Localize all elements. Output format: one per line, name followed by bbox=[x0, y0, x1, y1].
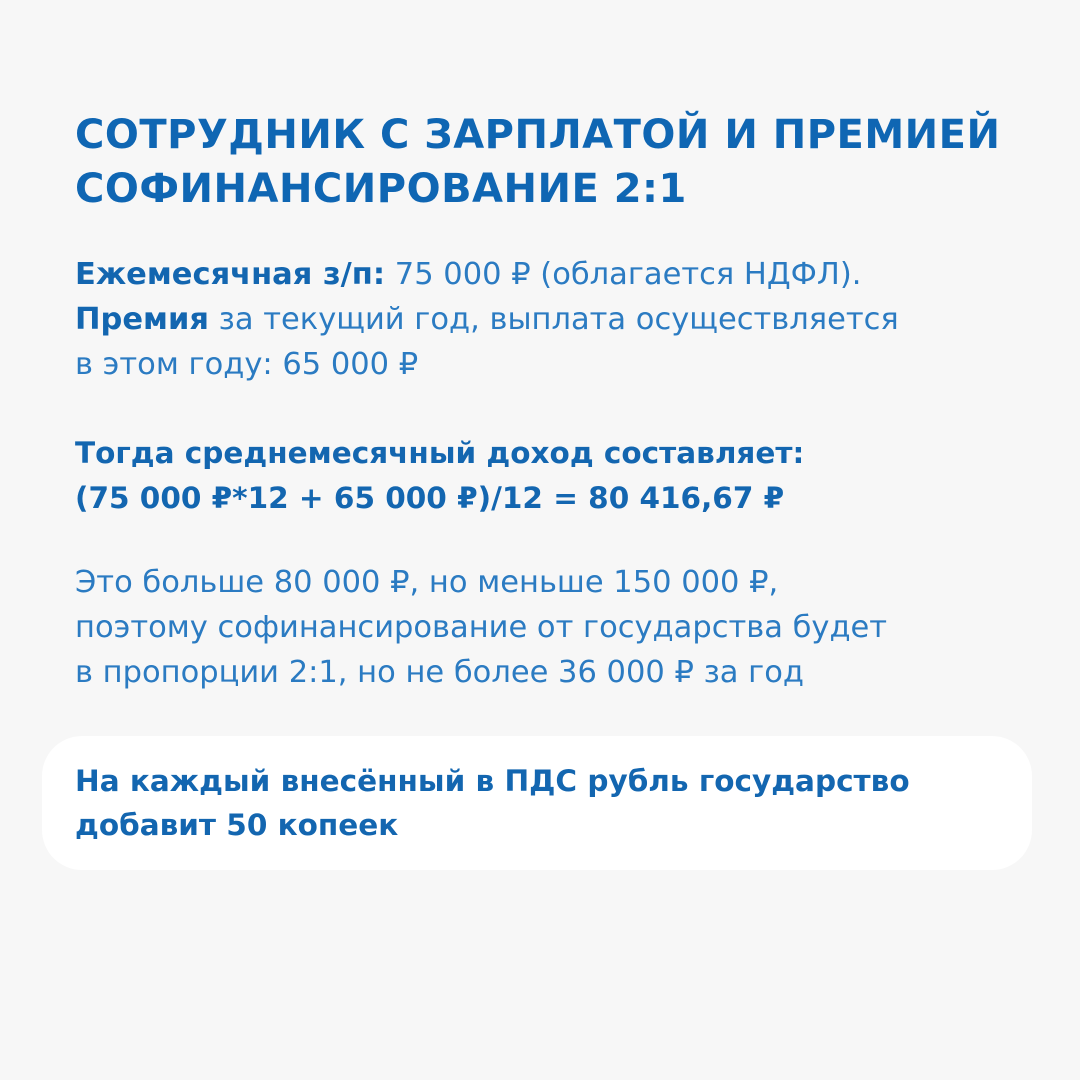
callout-line-2: добавит 50 копеек bbox=[75, 808, 399, 842]
slide-title bbox=[75, 108, 1015, 216]
salary-label: Ежемесячная з/п: bbox=[75, 257, 386, 292]
salary-value: 75 000 ₽ (облагается НДФЛ). bbox=[385, 257, 862, 292]
callout-line-1: На каждый внесённый в ПДС рубль государство bbox=[75, 764, 910, 798]
callout-text bbox=[75, 759, 995, 847]
bonus-text-2: в этом году: 65 000 ₽ bbox=[75, 347, 419, 382]
salary-line bbox=[75, 252, 1015, 297]
income-heading: Тогда среднемесячный доход составляет: bbox=[75, 436, 805, 470]
bonus-label: Премия bbox=[75, 302, 209, 337]
highlight-callout bbox=[42, 736, 1032, 870]
title-line-1: СОТРУДНИК С ЗАРПЛАТОЙ И ПРЕМИЕЙ bbox=[75, 112, 1001, 158]
title-line-2: СОФИНАНСИРОВАНИЕ 2:1 bbox=[75, 166, 687, 212]
bonus-line bbox=[75, 297, 1015, 342]
bonus-text-1: за текущий год, выплата осуществляется bbox=[208, 302, 899, 337]
conclusion-block bbox=[75, 560, 1015, 695]
salary-block bbox=[75, 252, 1015, 387]
income-block bbox=[75, 431, 1015, 521]
conclusion-line-3: в пропорции 2:1, но не более 36 000 ₽ за год bbox=[75, 655, 804, 690]
conclusion-line-2: поэтому софинансирование от государства будет bbox=[75, 610, 888, 645]
conclusion-line-1: Это больше 80 000 ₽, но меньше 150 000 ₽, bbox=[75, 565, 779, 600]
income-formula: (75 000 ₽*12 + 65 000 ₽)/12 = 80 416,67 ₽ bbox=[75, 481, 785, 515]
